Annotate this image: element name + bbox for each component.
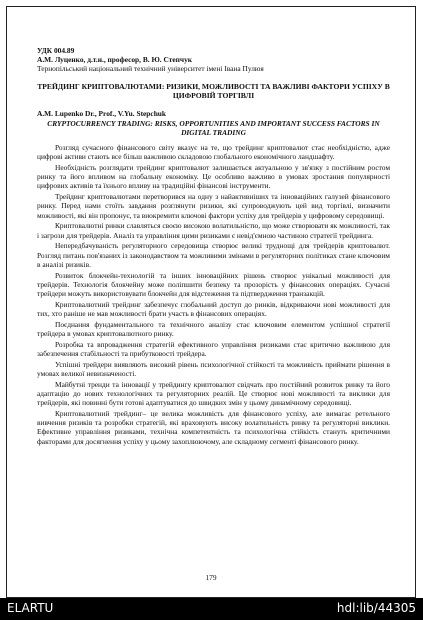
udk-code: УДК 004.89 [37, 46, 75, 55]
authors-en: A.M. Lupenko Dr., Prof., V.Yu. Stepchuk [37, 109, 167, 119]
paragraph: Поєднання фундаментального та технічного аналізу стає ключовим елементом успішної стратегії трейдера в умовах криптовалютного ринку. [37, 319, 390, 339]
paragraph: Криптовалютні ринки славляться своєю високою волатильністю, що може створювати як можливості, так і загрози для трейдерів. Аналіз та управління цими ризиками є невід'ємною частиною стратегії трейдинга. [37, 221, 390, 240]
article-body [37, 46, 390, 447]
affiliation: Тернопільський національний технічний університет імені Івана Пулюя [37, 64, 264, 74]
paragraph: Необхідність розглядати трейдинг криптовалют залишається актуальною у зв'язку з постійним ростом ринку та його впливом на глобальну економіку. Це особливо важливо в умовах зростання популярності цифрових активів та їхнього впливу на традиційні фінансові інструменти. [37, 163, 390, 191]
paragraph: Непередбачуваність регуляторного середовища створює великі труднощі для трейдерів криптовалют. Розгляд питань пов'язаних із законодавством та можливими змінами в регуляторних політиках стане ключовим в аналізі ризиків. [37, 241, 390, 269]
paragraph: Майбутні тренди та інновації у трейдингу криптовалют свідчать про постійний розвиток ринку та його адаптацію до нових технологічних та регуляторних реалій. Це створює нові можливості та виклики для трейдерів, які повинні бути готові адаптуватися до швидких змін у цьому динамічному середовищі. [37, 379, 390, 408]
paragraph: Трейдинг криптовалютами перетворився на одну з найактивніших та інноваційних галузей фінансового ринку. Перед нами стоїть завдання розглянути ризики, які супроводжують цей вид торгівлі, визначити можливості, які він пропонує, та виокремити ключові фактори успіху для трейдерів у цифровому середовищі. [37, 192, 390, 220]
paragraph: Розвиток блокчейн-технологій та інших інноваційних рішень створює унікальні можливості для трейдерів. Технологія блокчейну може поліпшити безпеку та прозорість у фінансових операціях. Сучасні трейдери можуть використовувати блокчейн для відстеження та підтвердження транзакцій. [37, 270, 390, 299]
title-ua: ТРЕЙДИНГ КРИПТОВАЛЮТАМИ: РИЗИКИ, МОЖЛИВОСТІ ТА ВАЖЛИВІ ФАКТОРИ УСПІХУ В ЦИФРОВІЙ ТОРГІВЛІ [37, 81, 390, 101]
paragraph: Криптовалютний трейдинг забезпечує глобальний доступ до ринків, відкриваючи нові можливості для тих, хто раніше не мав можливості брати участь в фінансових операціях. [37, 299, 390, 319]
document-page [6, 6, 416, 598]
authors-ua: А.М. Луценко, д.т.н., професор, В. Ю. Степчук [37, 55, 193, 65]
paragraph: Розгляд сучасного фінансового світу вказує на те, що трейдинг криптовалют стає необхідністю, адже цифрові активи стають все більш важливою складовою глобального економічного ландшафту. [37, 143, 390, 162]
title-en: CRYPTOCURRENCY TRADING: RISKS, OPPORTUNITIES AND IMPORTANT SUCCESS FACTORS IN DIGITAL TRADING [47, 118, 380, 137]
repository-name: ELARTU [7, 601, 54, 615]
paragraph: Криптовалютний трейдинг– це велика можливість для фінансового успіху, але вимагає ретельного вивчення ризиків та розробки стратегій, які враховують високу волатильність ринку та регуляторні виклики. Ефективне управління ризиками, технічна компетентність та психологічна стійкість стануть критичними факторами для досягнення успіху у цьому захоплюючому, але складному сегменті фінансового ринку. [37, 409, 390, 446]
page-number: 179 [205, 573, 217, 582]
repository-footer-bar [0, 598, 423, 620]
paragraph: Успішні трейдери виявляють високий рівень психологічної стійкості та можливість приймати рішення в умовах великої невизначеності. [37, 359, 390, 379]
handle-id: hdl:lib/44305 [336, 601, 416, 615]
paragraph: Розробка та впровадження стратегій ефективного управління ризиками стає критично важливою для забезпечення стабільності та прибутковості трейдера. [37, 339, 390, 359]
